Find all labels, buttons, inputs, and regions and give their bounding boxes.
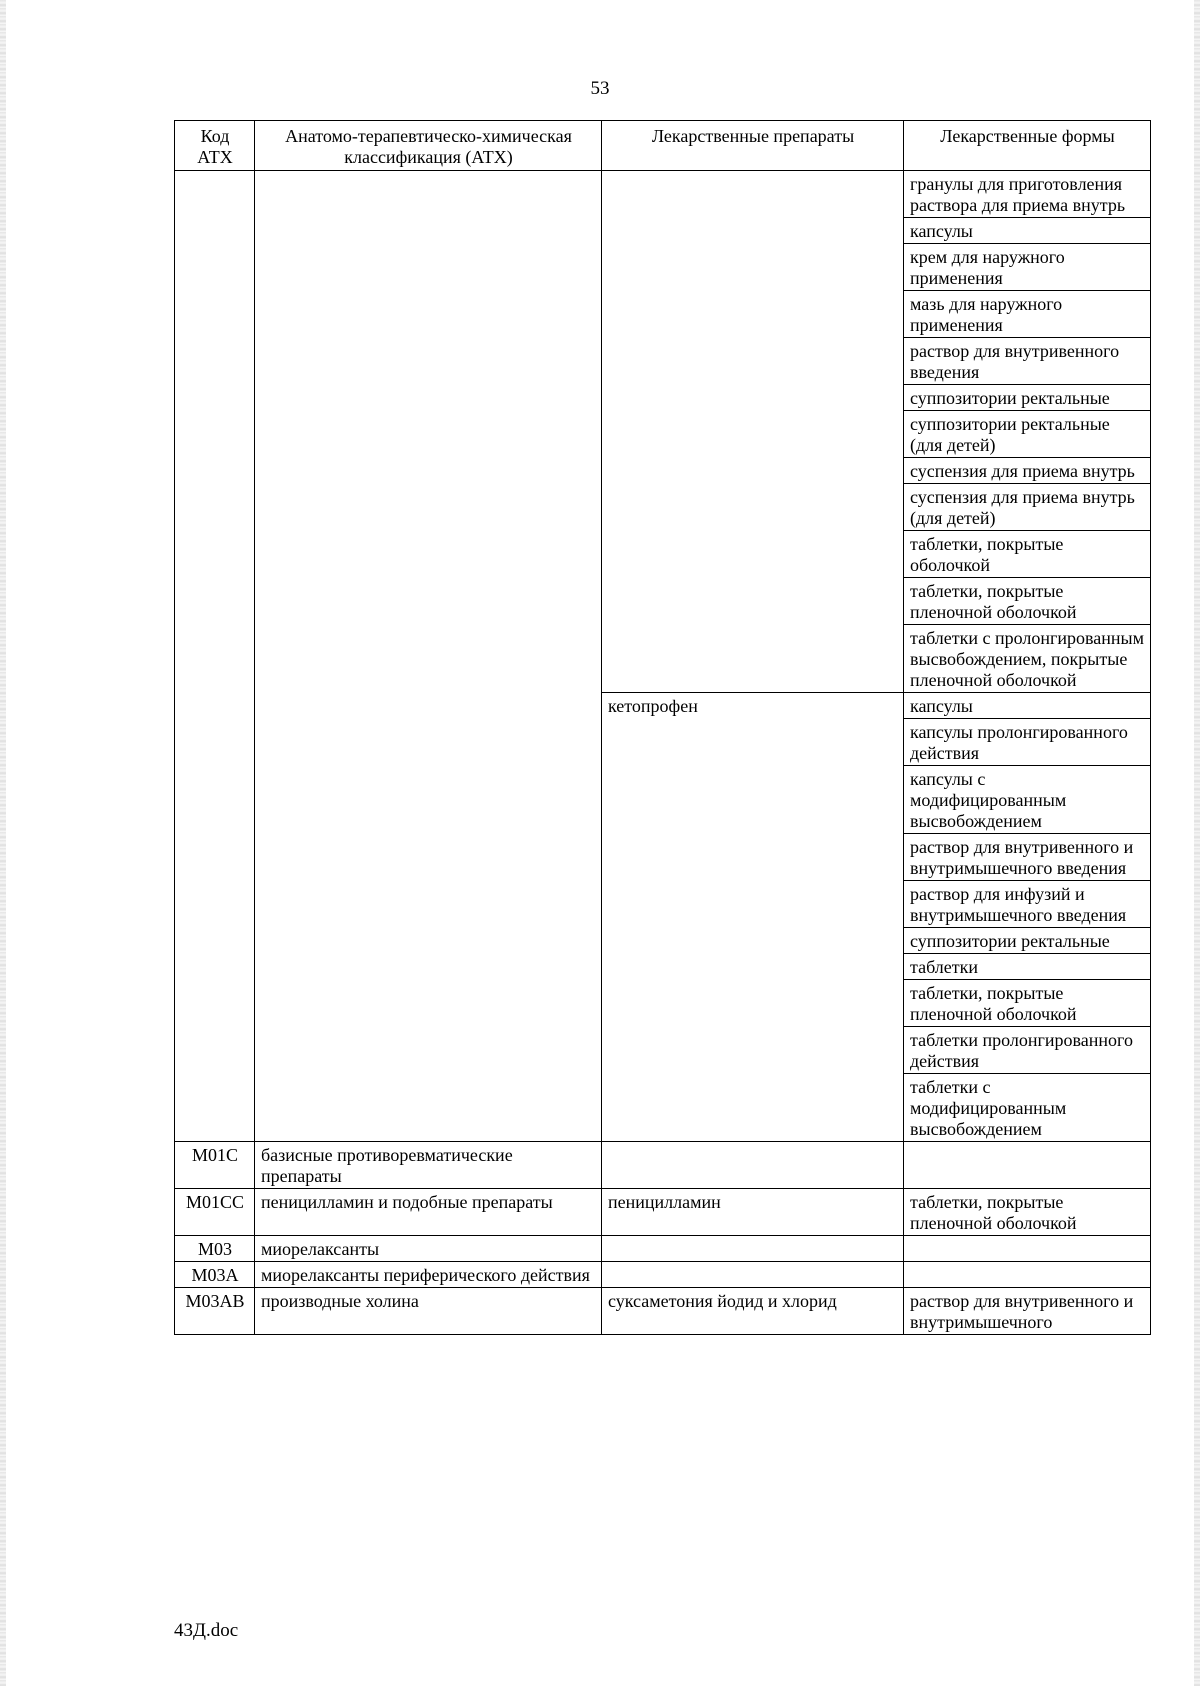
table-row — [175, 171, 1151, 218]
form-cell: гранулы для приготовления раствора для приема внутрь — [904, 171, 1151, 218]
form-cell: таблетки, покрытые пленочной оболочкой — [904, 1189, 1151, 1236]
footer-filename: 43Д.doc — [174, 1620, 239, 1641]
table-header-row — [175, 121, 1151, 171]
form-cell: суппозитории ректальные (для детей) — [904, 411, 1151, 458]
scan-edge-right — [1194, 0, 1200, 1686]
table-row — [175, 1189, 1151, 1236]
form-cell: крем для наружного применения — [904, 244, 1151, 291]
form-cell: раствор для инфузий и внутримышечного введения — [904, 881, 1151, 928]
classification-cell: миорелаксанты периферического действия — [255, 1262, 602, 1288]
drug-cell — [602, 1236, 904, 1262]
form-cell: таблетки с пролонгированным высвобождением, покрытые пленочной оболочкой — [904, 625, 1151, 693]
code-cell: M03 — [175, 1236, 255, 1262]
form-cell: капсулы с модифицированным высвобождением — [904, 766, 1151, 834]
form-cell: таблетки — [904, 954, 1151, 980]
table-row — [175, 1288, 1151, 1335]
classification-cell-empty — [255, 171, 602, 1142]
code-cell: M03AB — [175, 1288, 255, 1335]
form-cell: суппозитории ректальные — [904, 385, 1151, 411]
table-row — [175, 1262, 1151, 1288]
form-cell: капсулы — [904, 218, 1151, 244]
table-row — [175, 1236, 1151, 1262]
form-cell: таблетки, покрытые пленочной оболочкой — [904, 980, 1151, 1027]
drug-cell: суксаметония йодид и хлорид — [602, 1288, 904, 1335]
form-cell: таблетки с модифицированным высвобождением — [904, 1074, 1151, 1142]
form-cell: мазь для наружного применения — [904, 291, 1151, 338]
code-cell: M01C — [175, 1142, 255, 1189]
drug-cell: пеницилламин — [602, 1189, 904, 1236]
form-cell: капсулы — [904, 693, 1151, 719]
code-cell: M01CC — [175, 1189, 255, 1236]
header-forms: Лекарственные формы — [904, 121, 1151, 171]
classification-cell: миорелаксанты — [255, 1236, 602, 1262]
form-cell: суспензия для приема внутрь (для детей) — [904, 484, 1151, 531]
drug-cell — [602, 1142, 904, 1189]
drug-cell — [602, 1262, 904, 1288]
form-cell: капсулы пролонгированного действия — [904, 719, 1151, 766]
code-cell: M03A — [175, 1262, 255, 1288]
form-cell: суппозитории ректальные — [904, 928, 1151, 954]
form-cell — [904, 1142, 1151, 1189]
form-cell: таблетки, покрытые пленочной оболочкой — [904, 578, 1151, 625]
header-code: Код АТХ — [175, 121, 255, 171]
scan-edge-left — [0, 0, 6, 1686]
atx-drug-table — [174, 120, 1151, 1335]
classification-cell: базисные противоревматические препараты — [255, 1142, 602, 1189]
table-row — [175, 1142, 1151, 1189]
header-drugs: Лекарственные препараты — [602, 121, 904, 171]
form-cell — [904, 1236, 1151, 1262]
classification-cell: пеницилламин и подобные препараты — [255, 1189, 602, 1236]
form-cell — [904, 1262, 1151, 1288]
drug-cell-ketoprofen: кетопрофен — [602, 693, 904, 1142]
form-cell: раствор для внутривенного введения — [904, 338, 1151, 385]
form-cell: таблетки, покрытые оболочкой — [904, 531, 1151, 578]
form-cell: раствор для внутривенного и внутримышечного — [904, 1288, 1151, 1335]
classification-cell: производные холина — [255, 1288, 602, 1335]
form-cell: таблетки пролонгированного действия — [904, 1027, 1151, 1074]
drug-cell-continued — [602, 171, 904, 693]
page-number: 53 — [590, 78, 610, 99]
form-cell: раствор для внутривенного и внутримышечного введения — [904, 834, 1151, 881]
code-cell-empty — [175, 171, 255, 1142]
form-cell: суспензия для приема внутрь — [904, 458, 1151, 484]
header-classification: Анатомо-терапевтическо-химическая классификация (АТХ) — [255, 121, 602, 171]
